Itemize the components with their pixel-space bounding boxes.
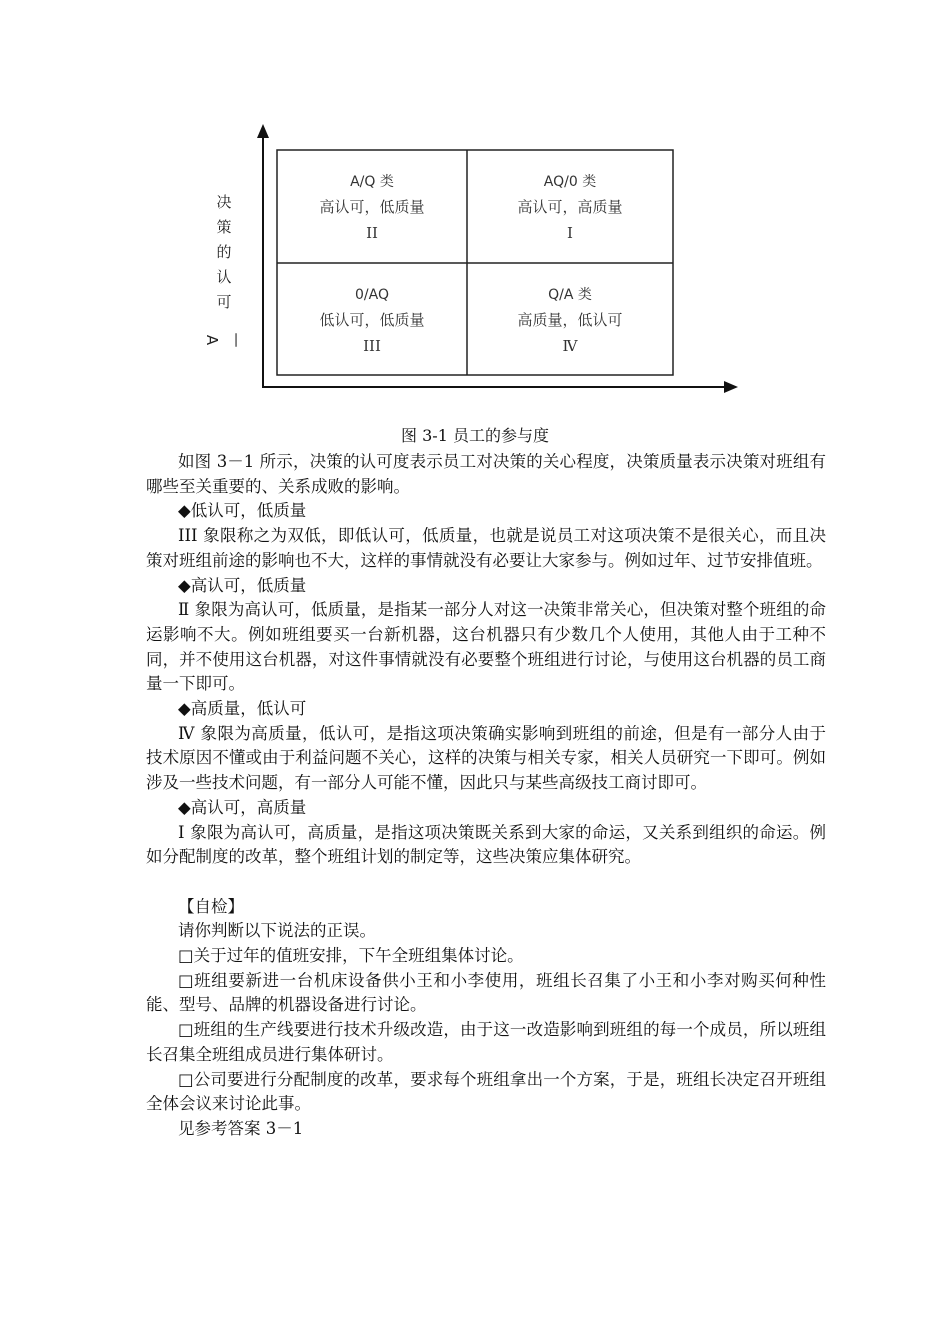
selfcheck-title: 【自检】 bbox=[178, 896, 244, 916]
ylabel-char: 的 bbox=[216, 243, 232, 261]
selfcheck-item[interactable]: □班组的生产线要进行技术升级改造，由于这一改造影响到班组的每一个成员，所以班组长召集全班组成员进行集体研讨。 bbox=[146, 1020, 826, 1064]
ylabel-char: 认 bbox=[216, 268, 232, 286]
paragraph: III 象限称之为双低，即低认可，低质量，也就是说员工对这项决策不是很关心，而且决策对班组前途的影响也不大，这样的事情就没有必要让大家参与。例如过年、过节安排值班。 bbox=[146, 526, 826, 570]
participation-matrix-figure bbox=[200, 118, 760, 418]
quadrant-type: 0/AQ bbox=[355, 287, 389, 303]
selfcheck-item[interactable]: □公司要进行分配制度的改革，要求每个班组拿出一个方案，于是，班组长决定召开班组全体会议来讨论此事。 bbox=[146, 1069, 826, 1114]
quadrant-bottom-right bbox=[475, 283, 665, 359]
y-axis-arrow bbox=[257, 124, 269, 138]
quadrant-type: A/Q 类 bbox=[350, 174, 394, 190]
paragraph: Ⅱ 象限为高认可，低质量，是指某一部分人对这一决策非常关心，但决策对整个班组的命运影响不大。例如班组要买一台新机器，这台机器只有少数几个人使用，其他人由于工种不同，并不使用这台机器，对这件事情就没有必要整个班组进行讨论，与使用这台机器的员工商量一下即可。 bbox=[146, 600, 826, 694]
quadrant-desc: 高认可，低质量 bbox=[319, 198, 425, 216]
ylabel-char: —A bbox=[203, 332, 246, 348]
quadrant-type: AQ/0 类 bbox=[543, 174, 597, 190]
selfcheck-item[interactable]: □关于过年的值班安排，下午全班组集体讨论。 bbox=[178, 946, 524, 966]
quadrant-top-left bbox=[277, 170, 467, 246]
ylabel-char: 决 bbox=[216, 193, 232, 211]
quadrant-numeral: III bbox=[363, 337, 381, 355]
selfcheck-item[interactable]: □班组要新进一台机床设备供小王和小李使用，班组长召集了小王和小李对购买何种性能、型号、品牌的机器设备进行讨论。 bbox=[146, 970, 826, 1015]
paragraph: 如图 3－1 所示，决策的认可度表示员工对决策的关心程度，决策质量表示决策对班组有哪些至关重要的、关系成败的影响。 bbox=[146, 452, 826, 496]
section-heading: ◆低认可，低质量 bbox=[178, 501, 307, 521]
section-heading: ◆高质量，低认可 bbox=[178, 699, 307, 719]
matrix-axes bbox=[200, 118, 760, 418]
y-axis-label bbox=[203, 190, 246, 365]
section-heading: ◆高认可，高质量 bbox=[178, 797, 307, 817]
ylabel-char: 可 bbox=[216, 293, 232, 311]
paragraph: Ⅳ 象限为高质量，低认可，是指这项决策确实影响到班组的前途，但是有一部分人由于技术原因不懂或由于利益问题不关心，这样的决策与相关专家，相关人员研究一下即可。例如涉及一些技术问题，有一部分人可能不懂，因此只与某些高级技工商讨即可。 bbox=[146, 723, 826, 793]
quadrant-desc: 高认可，高质量 bbox=[517, 198, 623, 216]
selfcheck-prompt: 请你判断以下说法的正误。 bbox=[178, 921, 376, 941]
answer-reference: 见参考答案 3－1 bbox=[178, 1118, 304, 1138]
paragraph: Ⅰ 象限为高认可，高质量，是指这项决策既关系到大家的命运，又关系到组织的命运。例如分配制度的改革，整个班组计划的制定等，这些决策应集体研究。 bbox=[146, 822, 826, 867]
ylabel-char: 策 bbox=[216, 218, 232, 236]
body-text bbox=[146, 450, 826, 1142]
quadrant-desc: 高质量，低认可 bbox=[517, 311, 623, 329]
quadrant-top-right bbox=[475, 170, 665, 246]
quadrant-type: Q/A 类 bbox=[548, 287, 592, 303]
quadrant-numeral: II bbox=[366, 224, 378, 242]
quadrant-bottom-left bbox=[277, 283, 467, 359]
quadrant-numeral: I bbox=[567, 224, 573, 242]
section-heading: ◆高认可，低质量 bbox=[178, 575, 307, 595]
x-axis-arrow bbox=[724, 381, 738, 393]
quadrant-desc: 低认可，低质量 bbox=[319, 311, 425, 329]
quadrant-numeral: Ⅳ bbox=[562, 337, 578, 355]
figure-caption: 图 3-1 员工的参与度 bbox=[401, 426, 549, 445]
